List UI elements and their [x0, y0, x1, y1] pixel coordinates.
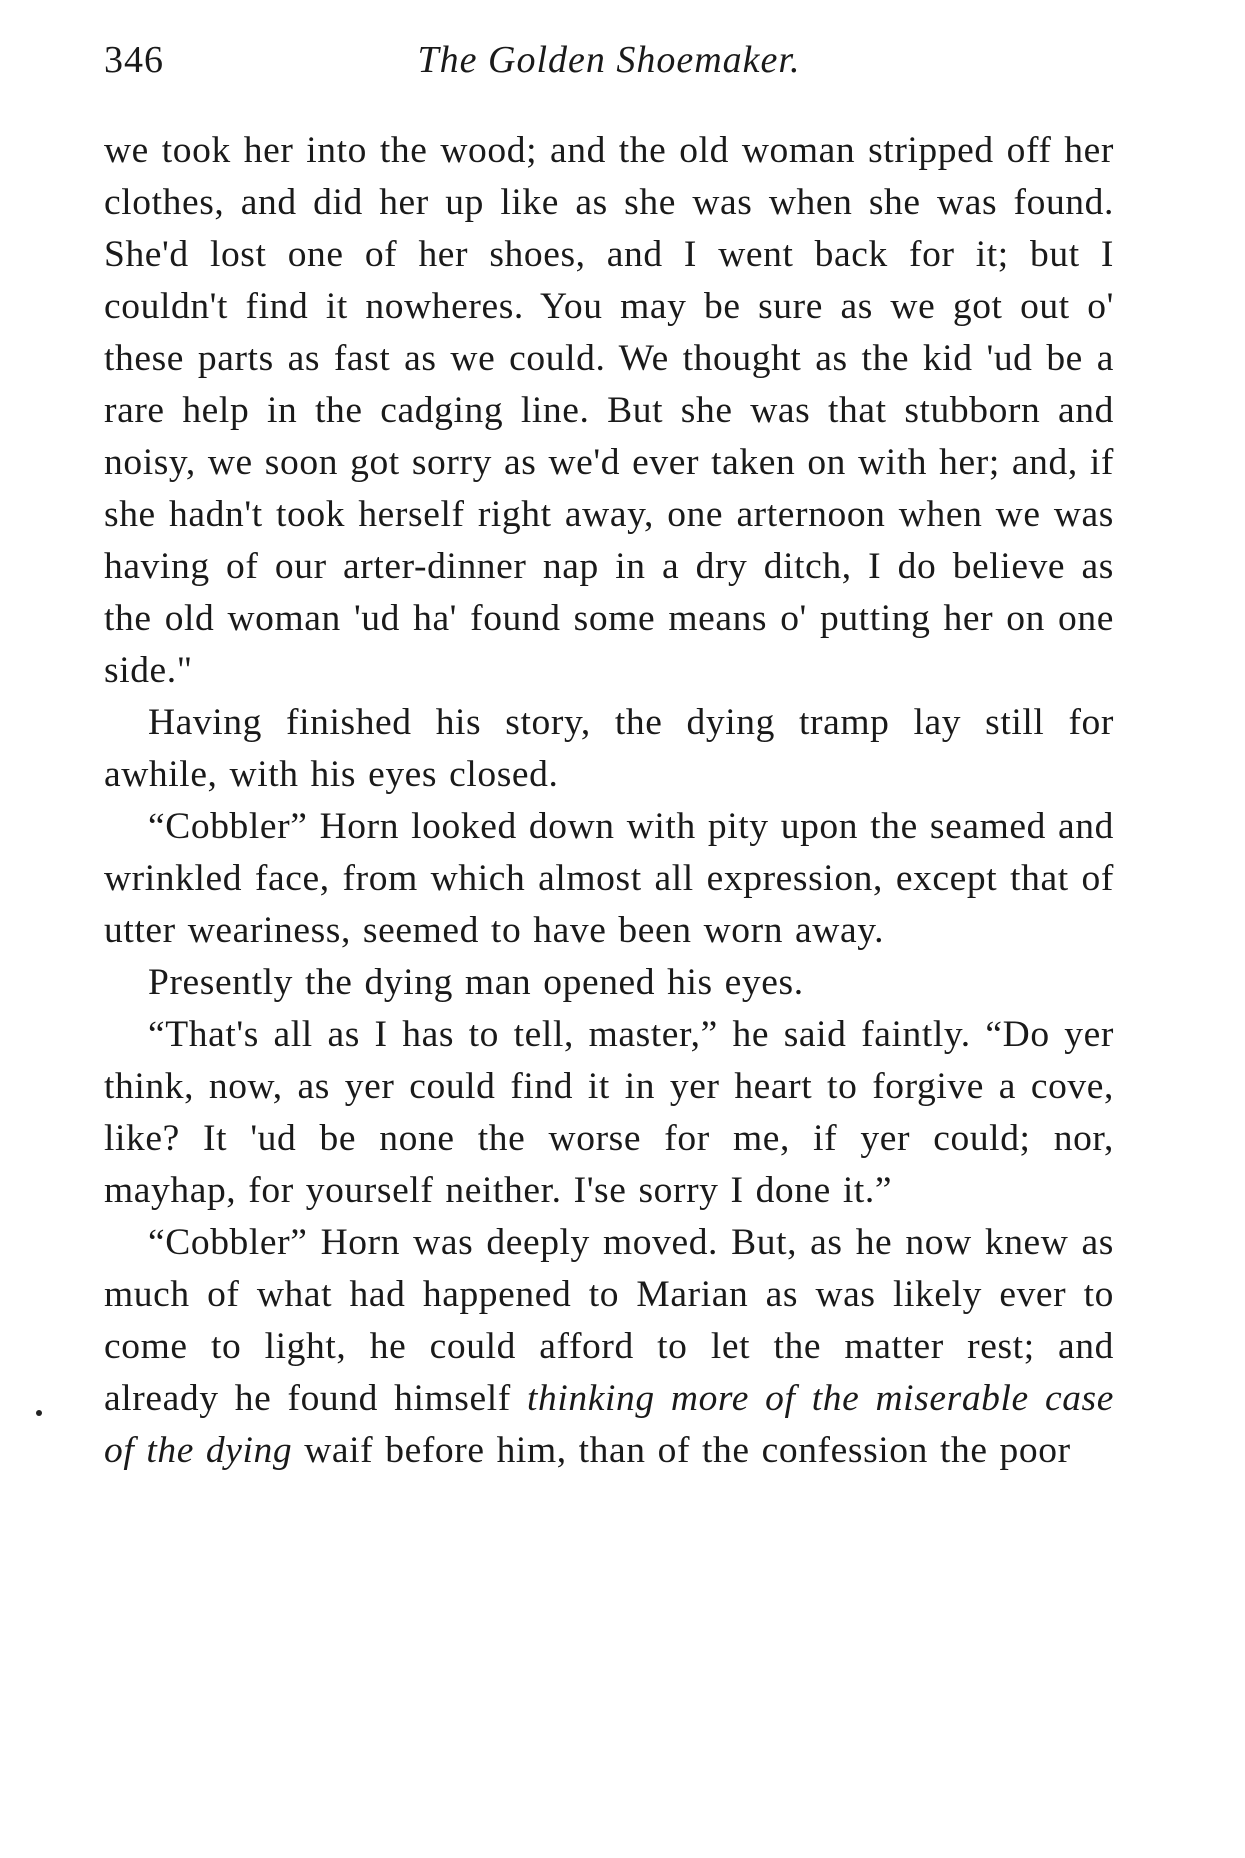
paragraph-text-end: waif before him, than of the confession the poor	[292, 1430, 1071, 1471]
page-number: 346	[104, 39, 164, 81]
paragraph: Having finished his story, the dying tramp lay still for awhile, with his eyes closed.	[104, 702, 1114, 795]
body-text	[104, 125, 1114, 1477]
running-title: The Golden Shoemaker.	[417, 39, 801, 81]
paragraph-text-italic: thinking more of the miserable case of the dying	[104, 1378, 1114, 1471]
paragraph-continuation: we took her into the wood; and the old woman stripped off her clothes, and did her up like as she was when she was found. She'd lost one of her shoes, and I went back for it; but I couldn't find it nowheres. You may be sure as we got out o' these parts as fast as we could. We thought as the kid 'ud be a rare help in the cadging line. But she was that stubborn and noisy, we soon got sorry as we'd ever taken on with her; and, if she hadn't took herself right away, one arternoon when we was having of our arter-dinner nap in a dry ditch, I do believe as the old woman 'ud ha' found some means o' putting her on one side."	[104, 130, 1114, 691]
paragraph	[104, 1217, 1114, 1477]
ink-speck	[36, 1410, 42, 1416]
paragraph: “That's all as I has to tell, master,” he said faintly. “Do yer think, now, as yer could find it in yer heart to forgive a cove, like? It 'ud be none the worse for me, if yer could; nor, mayhap, for yourself neither. I'se sorry I done it.”	[104, 1014, 1114, 1211]
paragraph: “Cobbler” Horn looked down with pity upon the seamed and wrinkled face, from which almost all expression, except that of utter weariness, seemed to have been worn away.	[104, 806, 1114, 951]
paragraph-text-start: “Cobbler” Horn was deeply moved. But, as he now knew as much of what had happened to Marian as was likely ever to come to light, he could afford to let the matter rest; and already he found himself	[104, 1222, 1114, 1419]
page-header	[104, 38, 1114, 98]
paragraph: Presently the dying man opened his eyes.	[148, 962, 804, 1003]
